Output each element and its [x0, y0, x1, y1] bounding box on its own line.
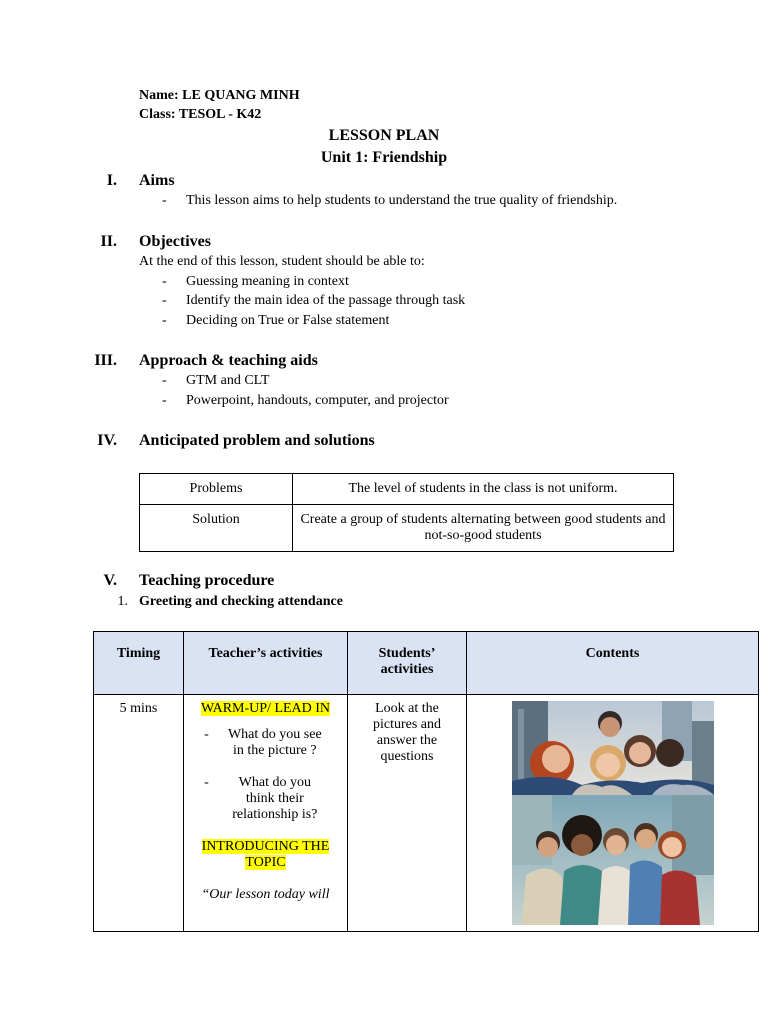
subsection-title: Greeting and checking attendance [139, 594, 343, 609]
column-header-contents: Contents [467, 632, 759, 695]
question-text: What do you see in the picture ? [227, 727, 322, 758]
student-name: Name: LE QUANG MINH [139, 88, 300, 103]
objectives-bullet: - [162, 274, 167, 289]
students-activities-cell: Look at the pictures and answer the questions [348, 695, 467, 932]
aims-bullet: - [162, 193, 167, 208]
problems-text: The level of students in the class is not uniform. [293, 474, 674, 505]
solution-label: Solution [140, 505, 293, 552]
activity-question: - What do you see in the picture ? [190, 727, 341, 759]
introducing-label: INTRODUCING THE TOPIC [201, 839, 330, 870]
table-row [140, 505, 674, 552]
unit-title: Unit 1: Friendship [320, 149, 448, 166]
column-header-teacher: Teacher’s activities [184, 632, 348, 695]
warmup-label: WARM-UP/ LEAD IN [200, 701, 331, 716]
section-title-approach: Approach & teaching aids [139, 352, 318, 369]
friends-photo-2 [512, 795, 714, 925]
section-number-problems: IV. [97, 432, 117, 449]
student-class: Class: TESOL - K42 [139, 107, 262, 122]
section-number-approach: III. [94, 352, 117, 369]
objectives-intro: At the end of this lesson, student should be able to: [139, 254, 425, 269]
approach-bullet: - [162, 393, 167, 408]
objectives-bullet: - [162, 293, 167, 308]
objectives-item: Identify the main idea of the passage through task [186, 293, 466, 308]
friends-photo-1 [512, 701, 714, 795]
subsection-number: 1. [117, 594, 128, 609]
column-header-students: Students’ activities [348, 632, 467, 695]
section-title-objectives: Objectives [139, 233, 211, 250]
column-header-timing: Timing [94, 632, 184, 695]
approach-bullet: - [162, 373, 167, 388]
table-header-row [94, 632, 759, 695]
teacher-activities-cell [184, 695, 348, 932]
section-title-problems: Anticipated problem and solutions [139, 432, 375, 449]
aims-item: This lesson aims to help students to understand the true quality of friendship. [186, 193, 618, 208]
section-number-objectives: II. [100, 233, 117, 250]
table-row [140, 474, 674, 505]
section-number-procedure: V. [103, 572, 117, 589]
page-title: LESSON PLAN [328, 127, 440, 144]
problems-table [139, 473, 674, 552]
section-title-procedure: Teaching procedure [139, 572, 275, 589]
question-text: What do you think their relationship is? [232, 775, 318, 822]
approach-item: GTM and CLT [186, 373, 270, 388]
solution-text: Create a group of students alternating between good students and not-so-good students [293, 505, 674, 552]
approach-item: Powerpoint, handouts, computer, and projector [186, 393, 449, 408]
contents-cell [467, 695, 759, 932]
problems-label: Problems [140, 474, 293, 505]
section-title-aims: Aims [139, 172, 175, 189]
section-number-aims: I. [106, 172, 117, 189]
lesson-quote: “Our lesson today will [201, 887, 330, 902]
procedure-table [93, 631, 759, 932]
objectives-bullet: - [162, 313, 167, 328]
objectives-item: Deciding on True or False statement [186, 313, 390, 328]
timing-cell: 5 mins [94, 695, 184, 932]
table-row [94, 695, 759, 932]
objectives-item: Guessing meaning in context [186, 274, 349, 289]
activity-question: - What do you think their relationship is? [190, 775, 341, 823]
